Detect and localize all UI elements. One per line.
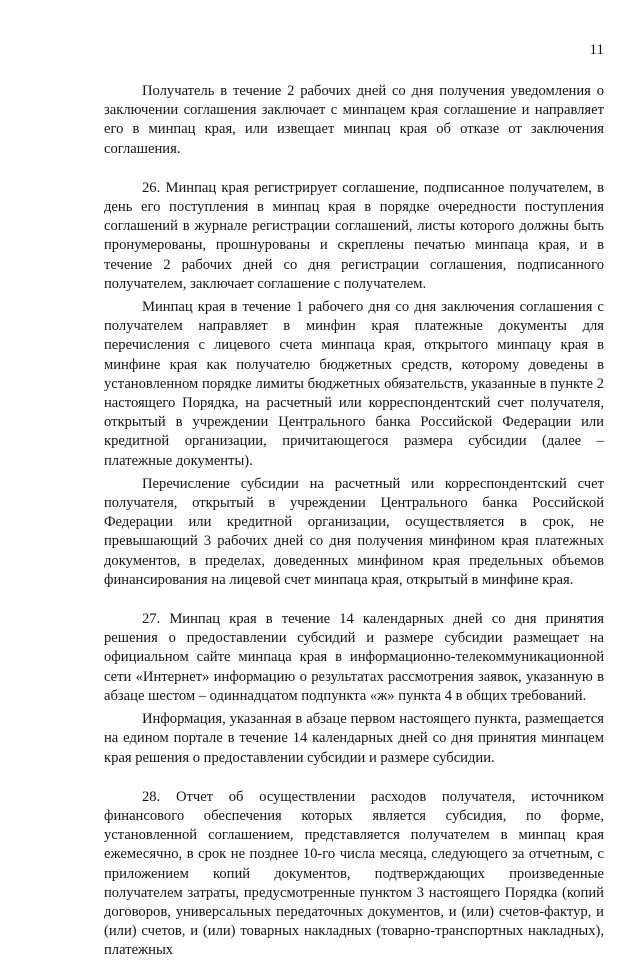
paragraph-portal-publication: Информация, указанная в абзаце первом настоящего пункта, размещается на едином портале в течение 14 календарных дней со дня принятия минпацем края решения о предоставлении субсидии и размере субсидии.: [104, 711, 604, 766]
document-body: [104, 82, 604, 961]
paragraph-28-report: 28. Отчет об осуществлении расходов получателя, источником финансового обеспечения которых является субсидия, по форме, установленной соглашением, представляется получателем в минпац края ежемесячно, в срок не позднее 10-го числа месяца, следующего за отчетным, с приложением копий документов, подтверждающих произведенные получателем затраты, предусмотренные пунктом 3 настоящего Порядка (копий договоров, универсальных передаточных документов, и (или) счетов-фактур, и (или) счетов, и (или) товарных накладных (товарно-транспортных накладных), платежных: [104, 788, 604, 959]
paragraph-27-publication: 27. Минпац края в течение 14 календарных дней со дня принятия решения о предоставлении субсидий и размере субсидии размещает на официальном сайте минпаца края в информационно-телекоммуникационной сети «Интернет» информацию о результатах рассмотрения заявок, указанную в абзаце шестом – одиннадцатом подпункта «ж» пункта 4 в общих требований.: [104, 611, 604, 704]
paragraph-subsidy-transfer: Перечисление субсидии на расчетный или корреспондентский счет получателя, открытый в учреждении Центрального банка Российской Федерации или кредитной организации, осуществляется в срок, не превышающий 3 рабочих дней со дня получения минфином края платежных документов, в пределах, доведенных минфином края предельных объемов финансирования на лицевой счет минпаца края, открытый в минфине края.: [104, 475, 604, 588]
paragraph-26-registration: 26. Минпац края регистрирует соглашение, подписанное получателем, в день его поступления в минпац края в порядке очередности поступления соглашений в журнале регистрации соглашений, листы которого должны быть пронумерованы, прошнурованы и скреплены печатью минпаца края, и в течение 2 рабочих дней со дня регистрации соглашения, подписанного получателем, заключает соглашение с получателем.: [104, 179, 604, 292]
paragraph-payment-documents: Минпац края в течение 1 рабочего дня со дня заключения соглашения с получателем направляет в минфин края платежные документы для перечисления с лицевого счета минпаца края, открытого минпацу края в минфине края как получателю бюджетных средств, которому доведены в установленном порядке лимиты бюджетных обязательств, указанные в пункте 2 настоящего Порядка, на расчетный или корреспондентский счет получателя, открытый в учреждении Центрального банка Российской Федерации или кредитной организации, причитающегося размера субсидии (далее – платежные документы).: [104, 299, 604, 469]
page-number: 11: [589, 42, 604, 58]
paragraph-recipient-agreement: Получатель в течение 2 рабочих дней со дня получения уведомления о заключении соглашения заключает с минпацем края соглашение и направляет его в минпац края, или извещает минпац края об отказе от заключения соглашения.: [104, 83, 604, 157]
